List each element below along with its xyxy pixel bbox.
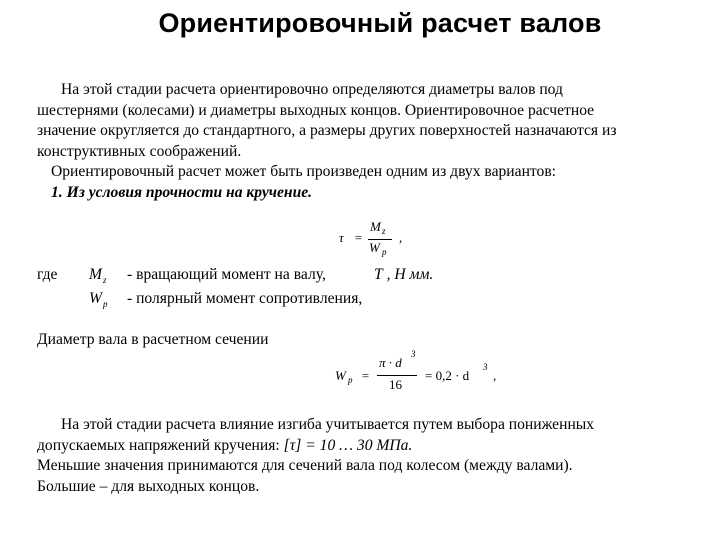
wp-symbol: W bbox=[335, 368, 346, 383]
page-title: Ориентировочный расчет валов bbox=[158, 8, 602, 38]
outro-line-2-text: допускаемых напряжений кручения: bbox=[37, 436, 284, 454]
rhs-exponent: 3 bbox=[483, 362, 488, 372]
definitions-block bbox=[37, 266, 697, 316]
denominator-16: 16 bbox=[389, 377, 402, 392]
formula-comma: , bbox=[399, 230, 403, 245]
intro-line-3: значение округляется до стандартного, а размеры других поверхностей назначаются из bbox=[37, 122, 617, 139]
outro-line-4: Большие – для выходных концов. bbox=[37, 477, 260, 495]
intro-line-5: Ориентировочный расчет может быть произведен одним из двух вариантов: bbox=[51, 163, 557, 180]
numerator-sub: z bbox=[382, 226, 386, 236]
polar-moment-description: - полярный момент сопротивления, bbox=[127, 290, 363, 307]
denominator-sub: p bbox=[382, 247, 387, 257]
intro-line-4: конструктивных соображений. bbox=[37, 142, 242, 160]
torsion-stress-formula bbox=[335, 213, 435, 263]
moment-units: Т , Н мм. bbox=[374, 266, 434, 283]
diameter-label: Диаметр вала в расчетном сечении bbox=[37, 331, 269, 348]
moment-subscript: z bbox=[103, 275, 107, 285]
outro-paragraph bbox=[37, 415, 712, 497]
formula2-comma: , bbox=[493, 368, 497, 383]
method-heading: 1. Из условия прочности на кручение. bbox=[51, 183, 313, 201]
denominator-w: W bbox=[369, 240, 380, 255]
intro-line-2: шестернями (колесами) и диаметры выходных концов. Ориентировочное расчетное bbox=[37, 101, 595, 119]
tau-symbol: τ bbox=[339, 230, 344, 245]
outro-line-1: На этой стадии расчета влияние изгиба учитывается путем выбора пониженных bbox=[61, 416, 595, 433]
intro-line-1: На этой стадии расчета ориентировочно определяются диаметры валов под bbox=[61, 81, 563, 98]
moment-description: - вращающий момент на валу, bbox=[127, 266, 326, 283]
outro-line-3: Меньшие значения принимаются для сечений вала под колесом (между валами). bbox=[37, 457, 573, 474]
polar-moment-symbol: W bbox=[89, 290, 102, 307]
equals-sign-1: = bbox=[361, 368, 370, 383]
moment-symbol: M bbox=[89, 266, 102, 283]
intro-paragraph bbox=[37, 80, 712, 203]
numerator-m: M bbox=[370, 219, 381, 234]
where-label: где bbox=[37, 266, 58, 283]
equals-coefficient: = 0,2 · d bbox=[425, 368, 470, 383]
outro-line-2 bbox=[37, 436, 712, 457]
polar-moment-subscript: p bbox=[103, 299, 108, 309]
fraction-bar-2 bbox=[377, 375, 417, 376]
allowable-stress-range: [τ] = 10 … 30 МПа. bbox=[283, 436, 413, 454]
numerator-exponent: 3 bbox=[411, 349, 416, 359]
wp-subscript: p bbox=[348, 375, 353, 385]
equals-sign: = bbox=[354, 230, 363, 245]
polar-moment-formula bbox=[335, 343, 535, 393]
pi-d-numerator: π · d bbox=[379, 355, 402, 370]
